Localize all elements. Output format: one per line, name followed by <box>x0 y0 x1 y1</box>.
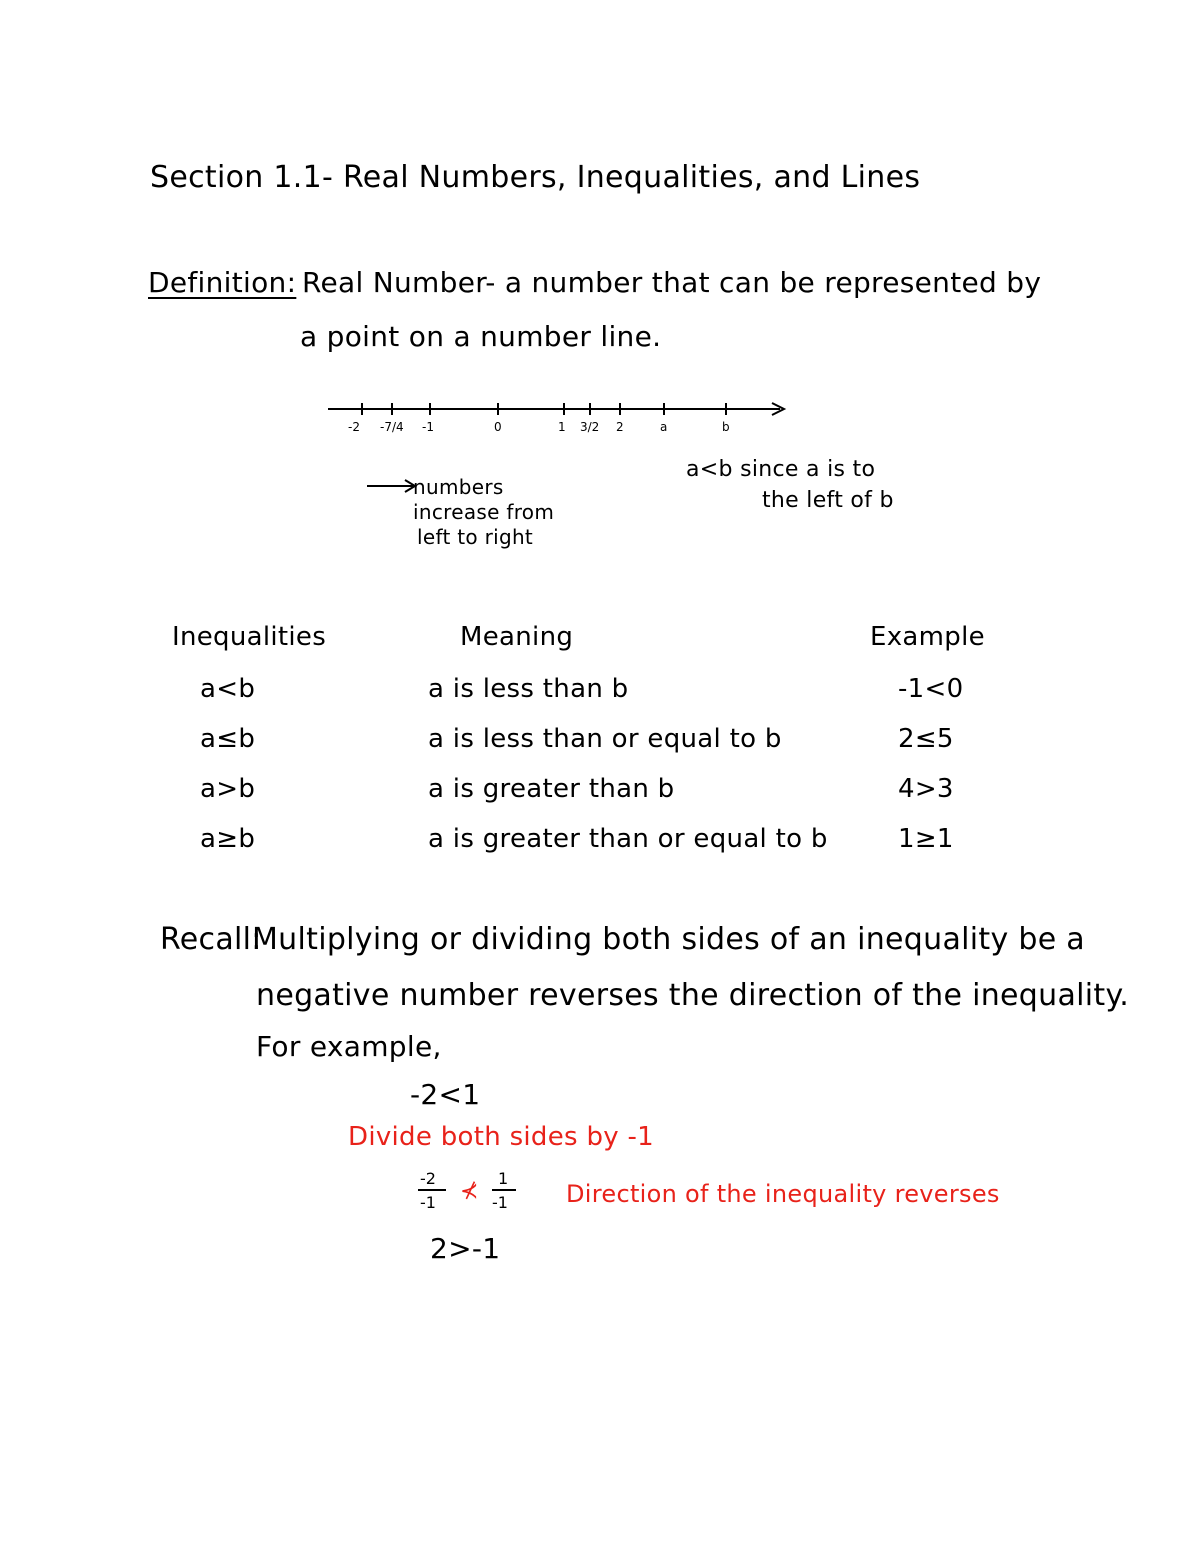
tick-label-neg7-4: -7/4 <box>380 420 404 434</box>
page-title: Section 1.1- Real Numbers, Inequalities, and Lines <box>150 160 921 195</box>
meaning-cell: a is less than or equal to b <box>428 724 782 754</box>
definition-label: Definition: <box>148 266 297 299</box>
example-cell: 2≤5 <box>898 724 954 754</box>
tick-label-b: b <box>722 420 730 434</box>
header-example: Example <box>870 622 985 652</box>
inequality-cell: a>b <box>200 774 256 804</box>
note-line-1: numbers <box>413 475 504 499</box>
recall-text-line-3: For example, <box>256 1030 442 1063</box>
definition-text-line-2: a point on a number line. <box>300 320 662 353</box>
number-line <box>320 395 800 465</box>
table-row <box>0 824 1200 864</box>
fraction-right-denominator: -1 <box>492 1193 508 1212</box>
divide-note: Divide both sides by -1 <box>348 1122 655 1152</box>
inequality-cell: a≥b <box>200 824 256 854</box>
recall-text-line-2: negative number reverses the direction of the inequality. <box>256 978 1130 1013</box>
fraction-symbol: ⊀ <box>460 1179 479 1204</box>
example-result: 2>-1 <box>430 1232 501 1265</box>
recall-text-line-1: Multiplying or dividing both sides of an inequality be a <box>252 922 1085 957</box>
note-line-3: left to right <box>417 525 534 549</box>
tick-label-3-2: 3/2 <box>580 420 600 434</box>
meaning-cell: a is greater than b <box>428 774 675 804</box>
comparison-note-line-1: a<b since a is to <box>686 457 876 482</box>
tick-label-2: 2 <box>616 420 624 434</box>
tick-label-a: a <box>660 420 668 434</box>
tick-label-1: 1 <box>558 420 566 434</box>
inequality-cell: a≤b <box>200 724 256 754</box>
example-cell: -1<0 <box>898 674 964 704</box>
fraction-right-numerator: 1 <box>498 1169 509 1188</box>
inequality-cell: a<b <box>200 674 256 704</box>
fraction-step <box>416 1166 526 1216</box>
tick-label-neg1: -1 <box>422 420 434 434</box>
header-meaning: Meaning <box>460 622 574 652</box>
tick-label-0: 0 <box>494 420 502 434</box>
meaning-cell: a is greater than or equal to b <box>428 824 828 854</box>
definition-text-line-1: Real Number- a number that can be represented by <box>302 266 1042 299</box>
table-row <box>0 674 1200 714</box>
meaning-cell: a is less than b <box>428 674 629 704</box>
recall-label: Recall: <box>160 922 262 957</box>
example-cell: 4>3 <box>898 774 954 804</box>
example-start: -2<1 <box>410 1078 481 1111</box>
fraction-left-denominator: -1 <box>420 1193 436 1212</box>
table-row <box>0 774 1200 814</box>
note-line-2: increase from <box>413 500 555 524</box>
tick-label-neg2: -2 <box>348 420 360 434</box>
header-inequalities: Inequalities <box>172 622 327 652</box>
table-row <box>0 724 1200 764</box>
comparison-note-line-2: the left of b <box>762 488 894 513</box>
fraction-left-numerator: -2 <box>420 1169 436 1188</box>
direction-note: Direction of the inequality reverses <box>566 1180 1000 1208</box>
numbers-increase-note <box>365 475 595 565</box>
example-cell: 1≥1 <box>898 824 954 854</box>
